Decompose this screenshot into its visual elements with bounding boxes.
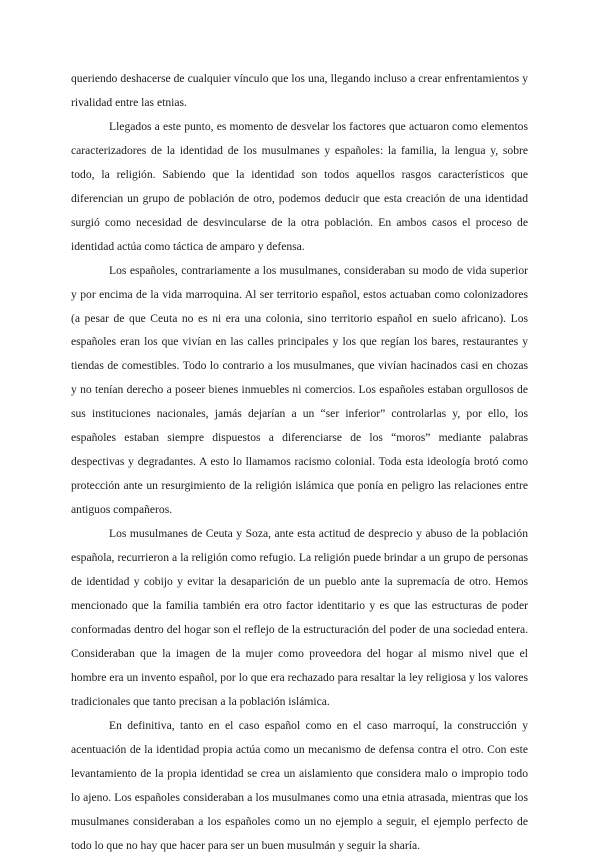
body-text (71, 67, 528, 857)
paragraph-spanish-colonizers: Los españoles, contrariamente a los musulmanes, consideraban su modo de vida superior y por encima de la vida marroquina. Al ser territorio español, estos actuaban como colonizadores (a pesar de que Ceuta no es ni era una colonia, sino territorio español en suelo africano). Los españoles eran los que vivían en las calles principales y los que regían los bares, restaurantes y tiendas de comestibles. Todo lo contrario a los musulmanes, que vivían hacinados casi en chozas y no tenían derecho a poseer bienes inmuebles ni comercios. Los españoles estaban orgullosos de sus instituciones nacionales, jamás dejarían a un “ser inferior” controlarlas y, por ello, los españoles estaban siempre dispuestos a diferenciarse de los “moros” mediante palabras despectivas y degradantes. A esto lo llamamos racismo colonial. Toda esta ideología brotó como protección ante un resurgimiento de la religión islámica que ponía en peligro las relaciones entre antiguos compañeros. (71, 263, 528, 517)
paragraph-muslim-religion: Los musulmanes de Ceuta y Soza, ante esta actitud de desprecio y abuso de la población española, recurrieron a la religión como refugio. La religión puede brindar a un grupo de personas de identidad y cobijo y evitar la desaparición de un pueblo ante la supremacía de otro. Hemos mencionado que la familia también era otro factor identitario y es que las estructuras de poder conformadas dentro del hogar son el reflejo de la estructuración del poder de una sociedad entera. Consideraban que la imagen de la mujer como proveedora del hogar al mismo nivel que el hombre era un invento español, por lo que era rechazado para resaltar la ley religiosa y los valores tradicionales que tanto precisan a la población islámica. (71, 527, 528, 708)
paragraph-conclusion: En definitiva, tanto en el caso español como en el caso marroquí, la construcción y acentuación de la identidad propia actúa como un mecanismo de defensa contra el otro. Con este levantamiento de la propia identidad se crea un aislamiento que considera malo o impropio todo lo ajeno. Los españoles consideraban a los musulmanes como una etnia atrasada, mientras que los musulmanes consideraban a los españoles como un no ejemplo a seguir, el ejemplo perfecto de todo lo que no hay que hacer para ser un buen musulmán y seguir la sharía. (71, 718, 528, 852)
paragraph-continuation: queriendo deshacerse de cualquier vínculo que los una, llegando incluso a crear enfrentamientos y rivalidad entre las etnias. (71, 72, 528, 109)
paragraph-identity-factors: Llegados a este punto, es momento de desvelar los factores que actuaron como elementos caracterizadores de la identidad de los musulmanes y españoles: la familia, la lengua y, sobre todo, la religión. Sabiendo que la identidad son todos aquellos rasgos característicos que diferencian un grupo de población de otro, podemos deducir que esta creación de una identidad surgió como necesidad de desvincularse de la otra población. En ambos casos el proceso de identidad actúa como táctica de amparo y defensa. (71, 119, 528, 253)
